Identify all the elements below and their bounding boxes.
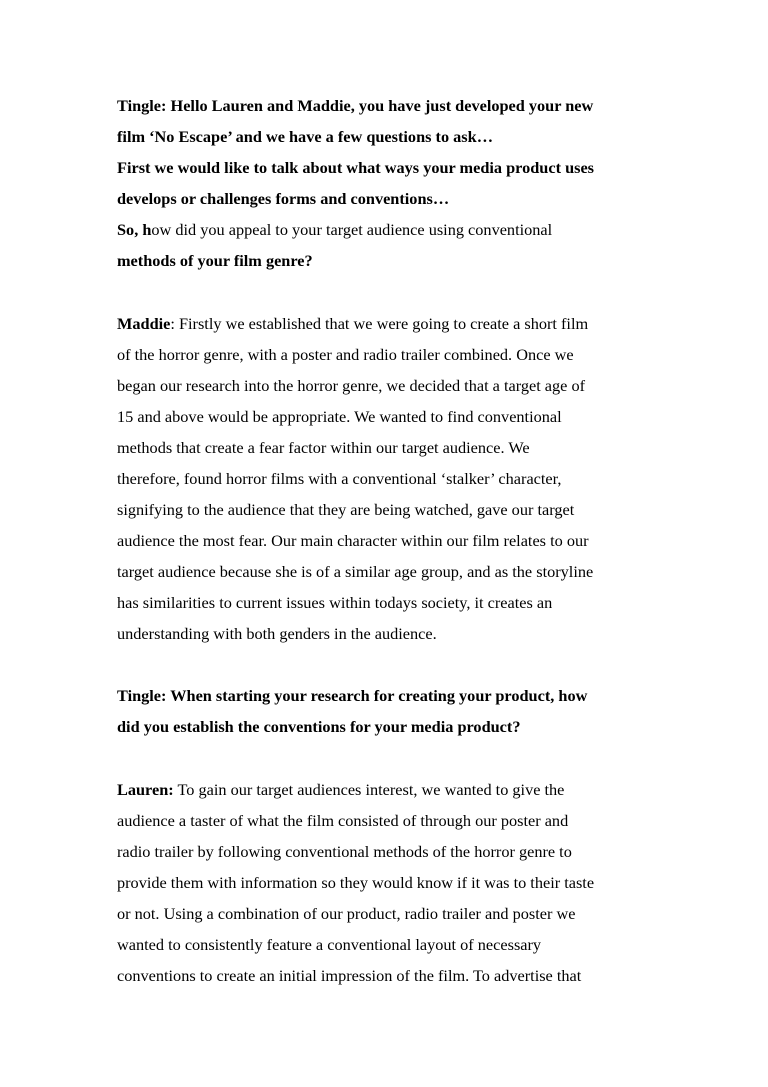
text-line: conventions to create an initial impression of the film. To advertise that bbox=[117, 966, 582, 985]
text-line: of the horror genre, with a poster and radio trailer combined. Once we bbox=[117, 345, 574, 364]
text-line: signifying to the audience that they are being watched, gave our target bbox=[117, 500, 575, 519]
text-line: methods of your film genre? bbox=[117, 251, 313, 270]
text-line: understanding with both genders in the audience. bbox=[117, 624, 437, 643]
text-line: audience a taster of what the film consisted of through our poster and bbox=[117, 811, 569, 830]
text-line: First we would like to talk about what ways your media product uses bbox=[117, 158, 595, 177]
text-line: target audience because she is of a similar age group, and as the storyline bbox=[117, 562, 594, 581]
text-line: wanted to consistently feature a conventional layout of necessary bbox=[117, 935, 542, 954]
text-line: radio trailer by following conventional methods of the horror genre to bbox=[117, 842, 572, 861]
text-line: Tingle: Hello Lauren and Maddie, you have just developed your new bbox=[117, 96, 594, 115]
text-line: methods that create a fear factor within our target audience. We bbox=[117, 438, 530, 457]
text-line: therefore, found horror films with a conventional ‘stalker’ character, bbox=[117, 469, 562, 488]
interview-question-2 bbox=[117, 680, 662, 742]
interview-answer-lauren bbox=[117, 774, 662, 991]
text-line: Tingle: When starting your research for creating your product, how bbox=[117, 686, 588, 705]
text-line: develops or challenges forms and conventions… bbox=[117, 189, 450, 208]
text-line: 15 and above would be appropriate. We wanted to find conventional bbox=[117, 407, 562, 426]
speaker-name: Lauren: bbox=[117, 780, 174, 799]
text-line bbox=[117, 308, 662, 339]
text-line: has similarities to current issues within todays society, it creates an bbox=[117, 593, 553, 612]
text-line: began our research into the horror genre, we decided that a target age of bbox=[117, 376, 586, 395]
speaker-name: Maddie bbox=[117, 314, 171, 333]
text-line: did you establish the conventions for your media product? bbox=[117, 717, 521, 736]
text-line: or not. Using a combination of our product, radio trailer and poster we bbox=[117, 904, 576, 923]
interview-question-1 bbox=[117, 90, 662, 276]
text-line: film ‘No Escape’ and we have a few questions to ask… bbox=[117, 127, 493, 146]
text-line: provide them with information so they would know if it was to their taste bbox=[117, 873, 595, 892]
text-line bbox=[117, 774, 662, 805]
interview-answer-maddie bbox=[117, 308, 662, 649]
text-line bbox=[117, 214, 662, 245]
text-fragment: To gain our target audiences interest, we wanted to give the bbox=[173, 780, 565, 799]
text-fragment-normal: ow did you appeal to your target audience using conventional bbox=[151, 220, 553, 239]
text-fragment: : Firstly we established that we were going to create a short film bbox=[170, 314, 589, 333]
text-line: audience the most fear. Our main character within our film relates to our bbox=[117, 531, 589, 550]
text-fragment: So, h bbox=[117, 220, 152, 239]
